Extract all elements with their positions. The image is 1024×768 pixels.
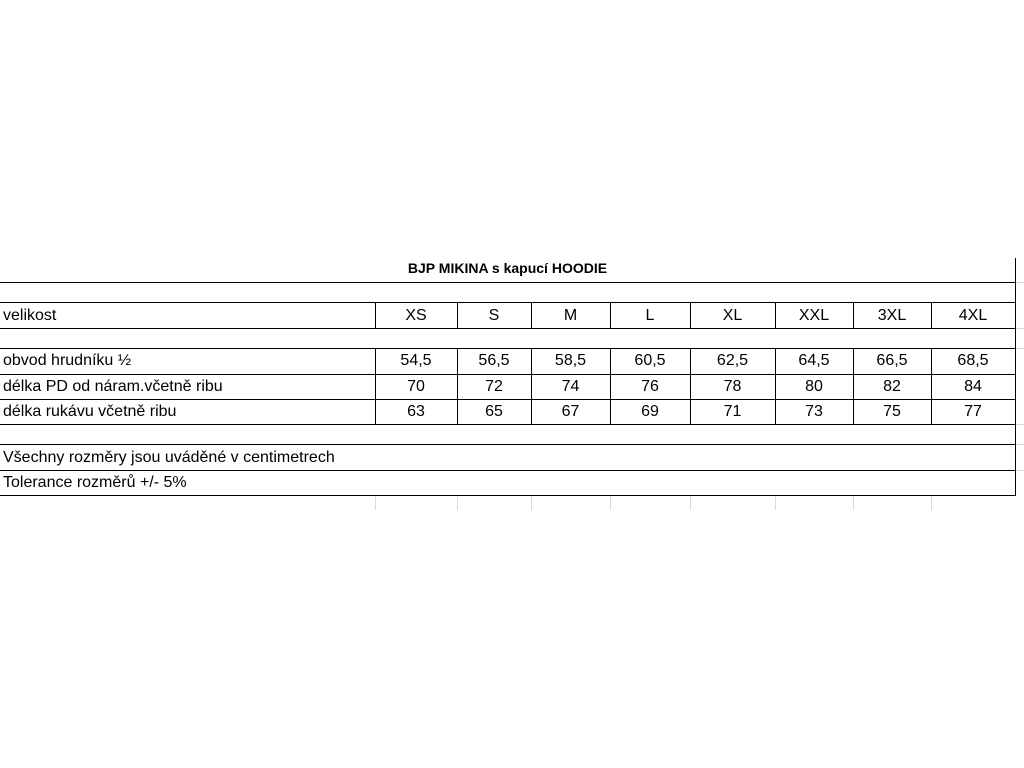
measure-cell: 66,5	[876, 352, 908, 369]
grid-line	[1015, 328, 1024, 329]
measure-cell: 76	[641, 378, 659, 395]
row-border	[0, 348, 1015, 349]
size-header-cell: 3XL	[877, 307, 907, 324]
grid-line	[1015, 282, 1024, 283]
table-title: BJP MIKINA s kapucí HOODIE	[407, 260, 608, 276]
measure-cell: 65	[485, 403, 503, 420]
grid-line	[775, 496, 776, 510]
grid-line	[853, 496, 854, 510]
measure-cell: 64,5	[798, 352, 830, 369]
measure-cell: 77	[964, 403, 982, 420]
measure-cell: 72	[485, 378, 503, 395]
measure-cell: 60,5	[634, 352, 666, 369]
row-border	[0, 302, 1015, 303]
size-header-cell: XXL	[798, 307, 830, 324]
measure-cell: 67	[561, 403, 580, 420]
row-border	[0, 282, 1015, 283]
measure-cell: 69	[641, 403, 659, 420]
measure-cell: 56,5	[478, 352, 510, 369]
measure-cell: 80	[805, 378, 823, 395]
row-label-length: délka PD od náram.včetně ribu	[3, 378, 223, 395]
measure-cell: 73	[805, 403, 823, 420]
measure-cell: 62,5	[716, 352, 749, 369]
grid-line	[375, 496, 376, 510]
size-header-cell: L	[645, 307, 655, 324]
grid-line	[610, 496, 611, 510]
size-header-label: velikost	[3, 307, 57, 324]
measure-cell: 82	[883, 378, 901, 395]
grid-line	[931, 496, 932, 510]
grid-line	[1015, 444, 1024, 445]
row-border	[0, 328, 1015, 329]
size-header-cell: M	[563, 307, 578, 324]
grid-line	[1015, 470, 1024, 471]
row-border	[0, 374, 1015, 375]
row-label-sleeve: délka rukávu včetně ribu	[3, 403, 177, 420]
measure-cell: 54,5	[400, 352, 432, 369]
row-border	[0, 424, 1015, 425]
size-header-cell: XS	[405, 307, 427, 324]
grid-line	[1015, 348, 1024, 349]
grid-line	[457, 496, 458, 510]
row-border	[0, 399, 1015, 400]
measure-cell: 68,5	[957, 352, 989, 369]
row-border	[0, 444, 1015, 445]
measure-cell: 75	[883, 403, 901, 420]
grid-line	[531, 496, 532, 510]
note-tolerance: Tolerance rozměrů +/- 5%	[3, 474, 187, 491]
measure-cell: 84	[964, 378, 982, 395]
measure-cell: 63	[407, 403, 425, 420]
row-label-chest: obvod hrudníku ½	[3, 352, 132, 369]
measure-cell: 58,5	[554, 352, 587, 369]
size-header-cell: S	[488, 307, 500, 324]
measure-cell: 78	[723, 378, 742, 395]
table-right-border	[1015, 258, 1016, 496]
note-units: Všechny rozměry jsou uváděné v centimetrech	[3, 449, 335, 466]
size-header-cell: 4XL	[958, 307, 988, 324]
measure-cell: 74	[561, 378, 580, 395]
measure-cell: 70	[407, 378, 425, 395]
row-border	[0, 470, 1015, 471]
grid-line	[1015, 424, 1024, 425]
row-border	[0, 495, 1015, 496]
measure-cell: 71	[723, 403, 742, 420]
size-header-cell: XL	[722, 307, 743, 324]
grid-line	[690, 496, 691, 510]
